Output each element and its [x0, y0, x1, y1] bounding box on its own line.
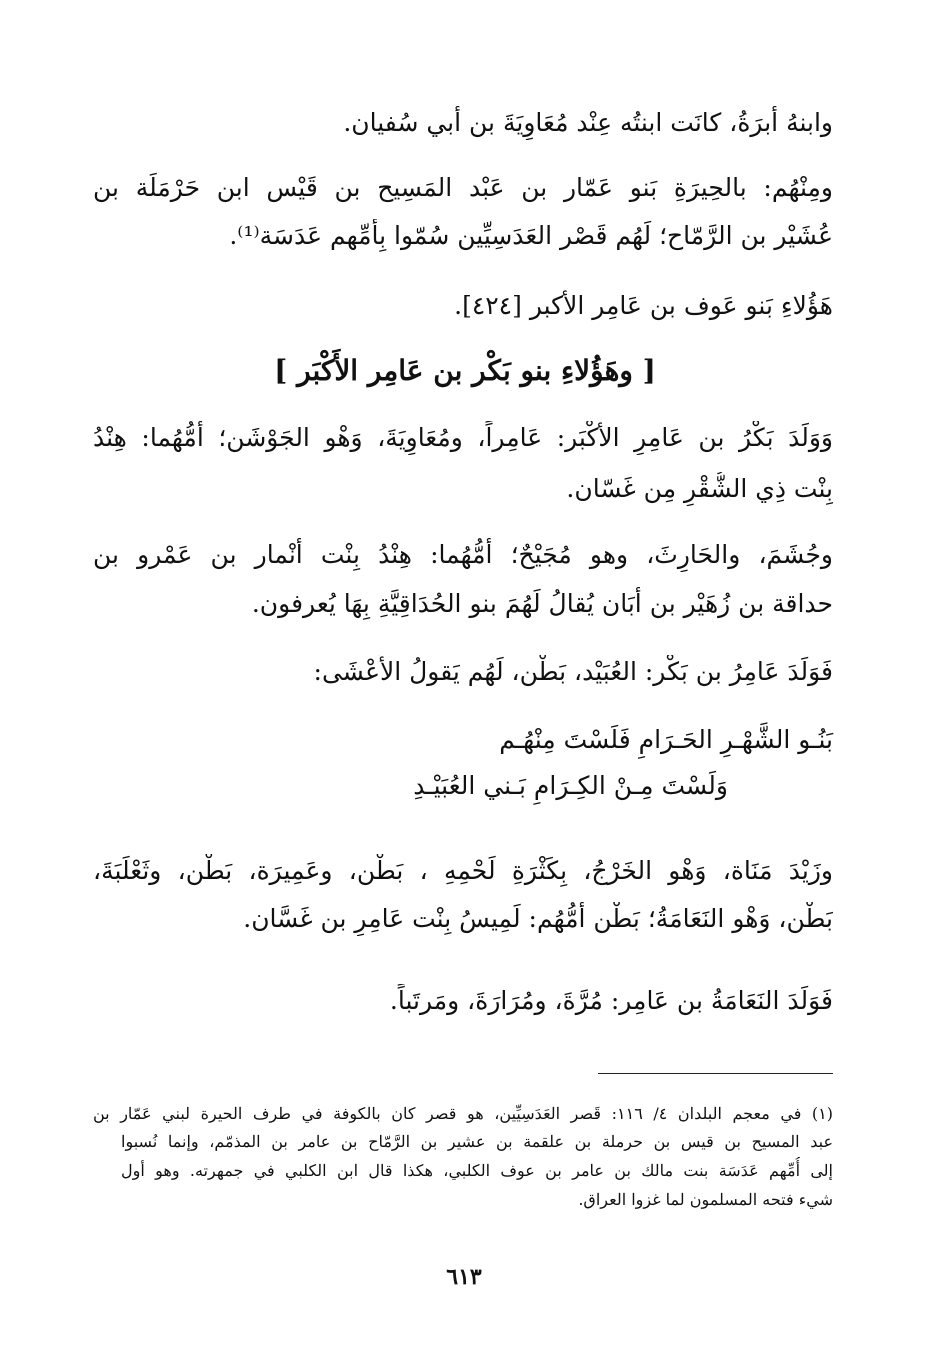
- paragraph-line: عُشَيْر بن الرَّمّاح؛ لَهُم قَصْر العَدَسِيِّين سُمّوا بِأُمِّهم عَدَسَة⁽¹⁾.: [229, 221, 833, 250]
- footnote-line: عبد المسيح بن قيس بن حرملة بن علقمة بن عشير بن الرَّمّاح بن عامر بن المذمّم، وإنما نُسبوا: [121, 1132, 833, 1151]
- paragraph-line: وابنهُ أبرَةُ، كانَت ابنتُه عِنْد مُعَاوِيَةَ بن أَبي سُفيان.: [343, 108, 833, 137]
- paragraph-line: وزَيْدَ مَنَاة، وَهْو الخَرْجُ، بِكَثْرَةِ لَحْمِهِ ، بَطْن، وعَمِيرَة، بَطْن، وثَعْلَبَةَ،: [93, 856, 833, 885]
- paragraph-line: فَوَلَدَ النَعَامَةُ بن عَامِر: مُرَّةَ، ومُرَارَةَ، ومَرتَباً.: [389, 986, 833, 1015]
- paragraph-line: وَوَلَدَ بَكْرُ بن عَامِرِ الأكْبَر: عَامِراً، ومُعَاوِيَةَ، وَهْو الجَوْشَن؛ أُمُّهُما: هِنْدُ: [93, 423, 833, 452]
- paragraph-line: فَوَلَدَ عَامِرُ بن بَكْر: العُبَيْد، بَطْن، لَهُم يَقولُ الأَعْشَى:: [313, 657, 833, 686]
- paragraph-line: ومِنْهُم: بالحِيرَةِ بَنو عَمّار بن عَبْد المَسِيح بن قَيْس ابن حَرْمَلَة بن: [93, 173, 833, 202]
- footnote-line: (١) في معجم البلدان ٤/ ١١٦: قَصر العَدَسِيِّين، هو قصر كان بالكوفة في طرف الحيرة لبني عَمّار بن: [93, 1104, 833, 1123]
- section-heading: [ وهَؤُلاءِ بنو بَكْر بن عَامِر الأَكْبَر ]: [274, 354, 656, 387]
- footnote-line: إلى أُمِّهم عَدَسَة بنت مالك بن عامر بن عوف الكلبي، هكذا قال ابن الكلبي في جمهرته. وهو أول: [121, 1161, 833, 1180]
- footnote-separator: [598, 1073, 833, 1074]
- poem-verse-second-hemistich: وَلَسْتَ مِـنْ الكِـرَامِ بَـني العُبَيْـدِ: [413, 771, 728, 800]
- paragraph-line: وجُشَمَ، والحَارِثَ، وهو مُجَيْحٌ؛ أُمُّهُما: هِنْدُ بِنْت أَنْمار بن عَمْرو بن: [93, 540, 833, 569]
- paragraph-line: هَؤُلاءِ بَنو عَوف بن عَامِر الأكبر [٤٢٤].: [454, 291, 833, 320]
- paragraph-line: بِنْت ذِي الشُّقْرِ مِن غَسّان.: [566, 474, 833, 503]
- paragraph-line: حداقة بن زُهَيْر بن أَبَان يُقالُ لَهُمَ بنو الحُدَاقِيَّةِ بِهَا يُعرفون.: [251, 589, 833, 618]
- footnote-line: شيء فتحه المسلمون لما غزوا العراق.: [578, 1190, 833, 1209]
- page-number: ٦١٣: [446, 1264, 482, 1290]
- poem-verse-first-hemistich: بَنُـو الشَّهْـرِ الحَـرَامِ فَلَسْتَ مِنْهُـم: [499, 725, 833, 754]
- paragraph-line: بَطْن، وَهْو النَعَامَةُ؛ بَطْن أُمُّهُم: لَمِيسُ بِنْت عَامِرِ بن غَسَّان.: [243, 904, 833, 933]
